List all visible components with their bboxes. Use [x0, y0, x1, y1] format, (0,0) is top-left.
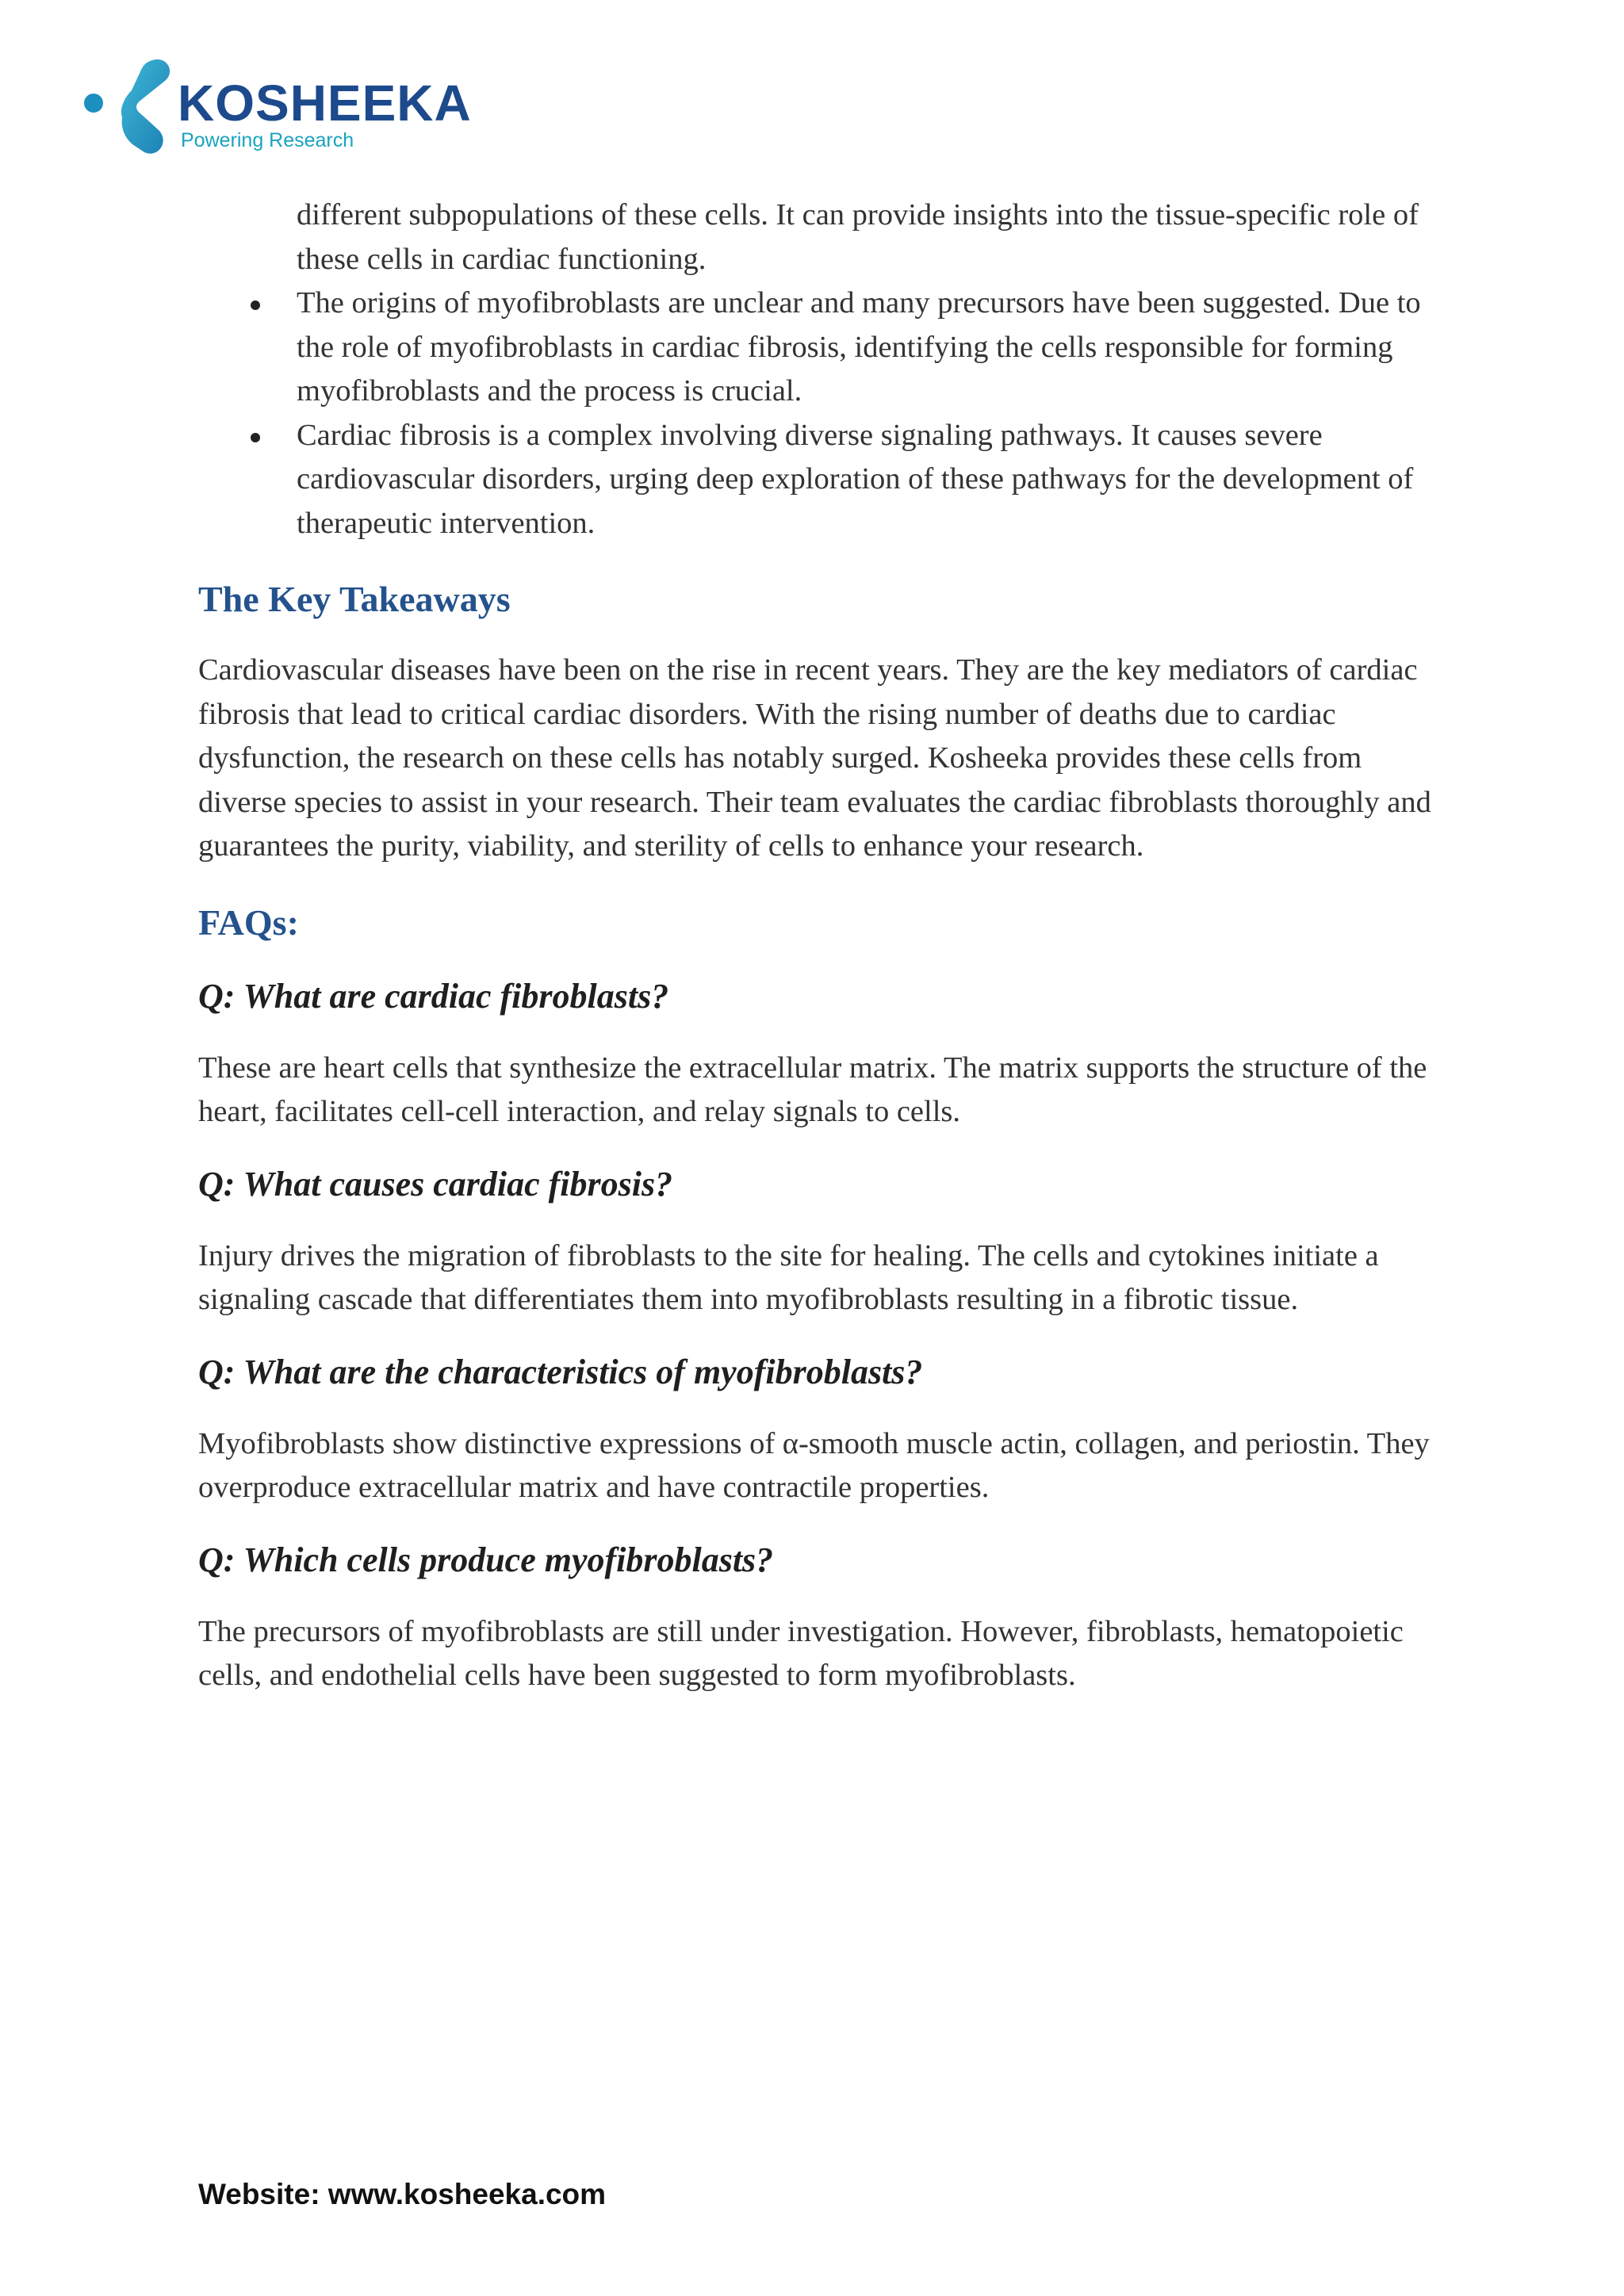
kosheeka-logo [79, 51, 492, 162]
faq-answer: These are heart cells that synthesize the extracellular matrix. The matrix supports the structure of the heart, facilitates cell-cell interaction, and relay signals to cells. [198, 1050, 1427, 1128]
faq-question: Q: What are the characteristics of myofibroblasts? [198, 1352, 923, 1391]
faq-question: Q: What causes cardiac fibrosis? [198, 1164, 673, 1203]
faq-question: Q: Which cells produce myofibroblasts? [198, 1540, 774, 1579]
brand-name: KOSHEEKA [178, 75, 472, 132]
document-body [198, 193, 1443, 1698]
faq-question: Q: What are cardiac fibroblasts? [198, 976, 669, 1016]
bullet-icon [251, 300, 260, 310]
molecule-logo-icon [79, 51, 182, 162]
takeaways-heading: The Key Takeaways [198, 579, 511, 619]
bullet-icon [251, 433, 260, 442]
bullet-text: Cardiac fibrosis is a complex involving diverse signaling pathways. It causes severe cardiovascular disorders, urging deep exploration of these pathways for the development of therapeutic intervention. [297, 418, 1414, 540]
list-item [198, 414, 1443, 546]
faq-answer: The precursors of myofibroblasts are still under investigation. However, fibroblasts, hematopoietic cells, and endothelial cells have been suggested to form myofibroblasts. [198, 1614, 1404, 1692]
bullet-continuation: different subpopulations of these cells. It can provide insights into the tissue-specific role of these cells in cardiac functioning. [297, 198, 1419, 276]
faq-answer: Myofibroblasts show distinctive expressions of α-smooth muscle actin, collagen, and periostin. They overproduce extracellular matrix and have contractile properties. [198, 1426, 1430, 1504]
footer-website: Website: www.kosheeka.com [198, 2178, 607, 2210]
bullet-text: The origins of myofibroblasts are unclear and many precursors have been suggested. Due to the role of myofibroblasts in cardiac fibrosis, identifying the cells responsible for forming myofibroblasts and the process is crucial. [297, 286, 1421, 408]
faq-answer: Injury drives the migration of fibroblasts to the site for healing. The cells and cytokines initiate a signaling cascade that differentiates them into myofibroblasts resulting in a fibrotic tissue. [198, 1238, 1379, 1316]
list-item [198, 281, 1443, 414]
brand-tagline: Powering Research [181, 129, 354, 151]
bullet-list [198, 281, 1443, 545]
faqs-heading: FAQs: [198, 901, 299, 943]
takeaways-body: Cardiovascular diseases have been on the rise in recent years. They are the key mediators of cardiac fibrosis that lead to critical cardiac disorders. With the rising number of deaths due to cardiac dysfunction, the research on these cells has notably surged. Kosheeka provides these cells from diverse species to assist in your research. Their team evaluates the cardiac fibroblasts thoroughly and guarantees the purity, viability, and sterility of cells to enhance your research. [198, 653, 1431, 863]
